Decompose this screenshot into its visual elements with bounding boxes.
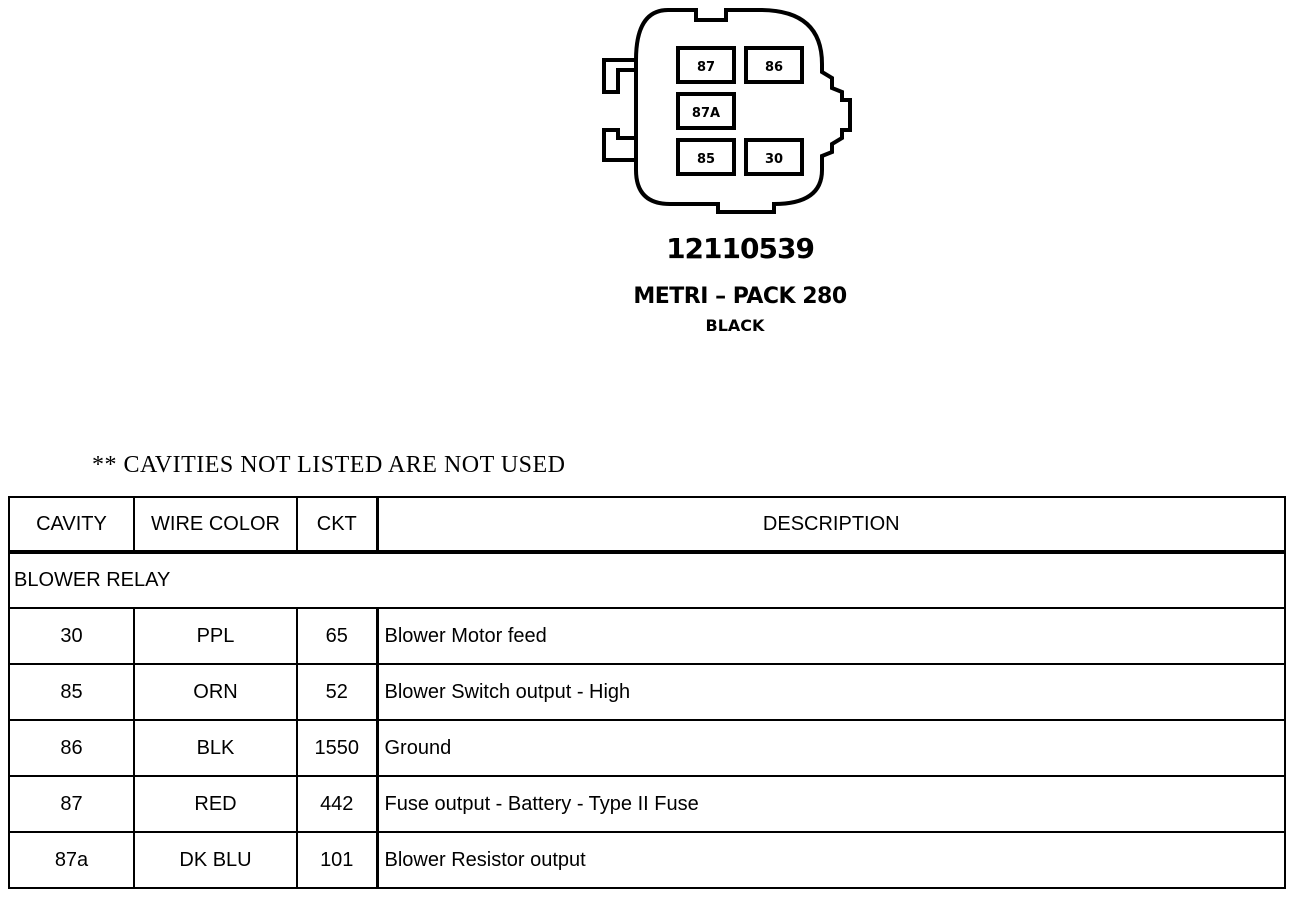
table-row [9,776,1285,832]
terminal-cavity-85 [678,140,734,174]
cell-wire-color: BLK [134,720,297,776]
terminal-label-85: 85 [696,152,716,167]
table-row [9,832,1285,888]
connector-face-diagram [596,4,860,220]
connector-housing-outline [636,10,850,212]
cell-ckt: 1550 [297,720,377,776]
cell-description: Ground [377,720,1285,776]
connector-latch-lower [604,130,636,160]
cell-ckt: 52 [297,664,377,720]
terminal-cavity-86 [746,48,802,82]
terminal-cavity-30 [746,140,802,174]
terminal-cavity-87a [678,94,734,128]
terminal-label-30: 30 [764,152,784,167]
cell-description: Blower Motor feed [377,608,1285,664]
table-row [9,664,1285,720]
cell-wire-color: DK BLU [134,832,297,888]
cell-cavity: 87 [9,776,134,832]
cell-wire-color: ORN [134,664,297,720]
terminal-label-87a: 87A [691,106,721,121]
section-row [9,552,1285,608]
cell-wire-color: PPL [134,608,297,664]
terminal-label-86: 86 [764,60,784,75]
cell-cavity: 87a [9,832,134,888]
cell-cavity: 86 [9,720,134,776]
terminal-cavity-87 [678,48,734,82]
terminal-label-87: 87 [696,60,716,75]
cell-wire-color: RED [134,776,297,832]
cell-cavity: 85 [9,664,134,720]
cell-description: Fuse output - Battery - Type II Fuse [377,776,1285,832]
header-description: DESCRIPTION [377,497,1285,552]
connector-family-name: METRI – PACK 280 [633,284,847,309]
cell-cavity: 30 [9,608,134,664]
table-row [9,720,1285,776]
table-row [9,608,1285,664]
cell-description: Blower Switch output - High [377,664,1285,720]
connector-part-number: 12110539 [666,232,814,265]
connector-color: BLACK [705,316,765,335]
header-wire-color: WIRE COLOR [134,497,297,552]
cavity-table [8,496,1286,889]
section-title: BLOWER RELAY [9,552,1285,608]
connector-latch-upper [604,60,636,92]
cell-description: Blower Resistor output [377,832,1285,888]
cell-ckt: 65 [297,608,377,664]
table-header-row [9,497,1285,552]
header-cavity: CAVITY [9,497,134,552]
cell-ckt: 442 [297,776,377,832]
header-ckt: CKT [297,497,377,552]
unused-cavities-note: ** CAVITIES NOT LISTED ARE NOT USED [92,452,566,478]
cell-ckt: 101 [297,832,377,888]
